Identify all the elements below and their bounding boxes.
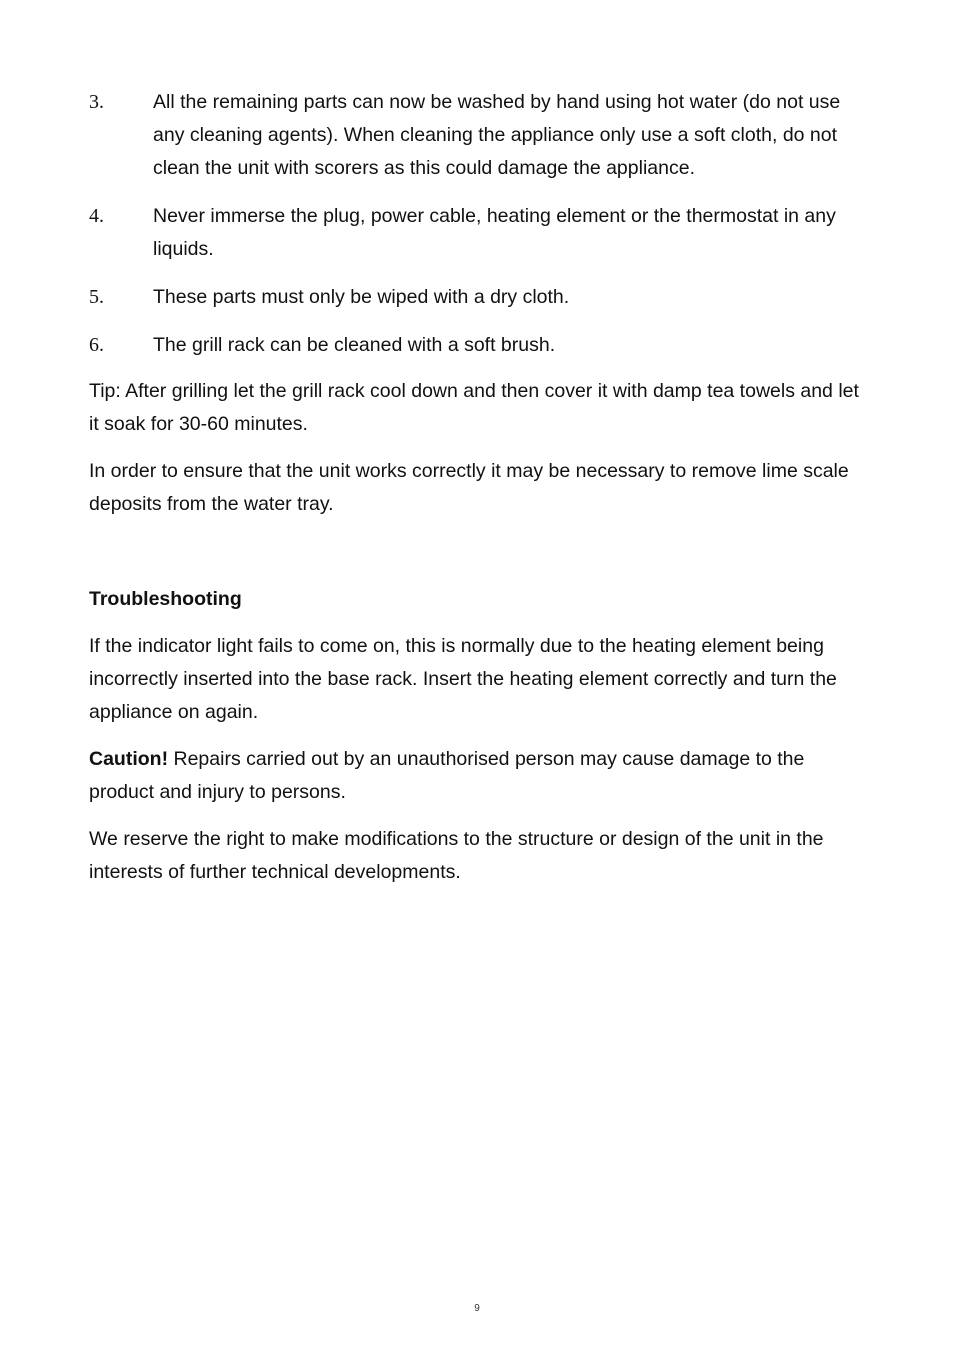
page-number: 9 (474, 1303, 480, 1314)
limescale-paragraph: In order to ensure that the unit works correctly it may be necessary to remove lime scale deposits from the water tray. (89, 460, 849, 515)
tip-paragraph: Tip: After grilling let the grill rack cool down and then cover it with damp tea towels and let it soak for 30-60 minutes. (89, 380, 859, 435)
document-page (89, 86, 869, 903)
reserve-paragraph: We reserve the right to make modifications to the structure or design of the unit in the interests of further technical developments. (89, 828, 824, 883)
caution-paragraph (89, 743, 869, 809)
list-number: 4. (89, 205, 104, 227)
troubleshooting-heading: Troubleshooting (89, 588, 242, 610)
list-item-6 (89, 329, 869, 362)
list-number: 6. (89, 334, 104, 356)
list-item-4 (89, 200, 869, 266)
caution-text: Repairs carried out by an unauthorised person may cause damage to the product and injury to persons. (89, 748, 805, 803)
list-text: All the remaining parts can now be washed by hand using hot water (do not use any cleaning agents). When cleaning the appliance only use a soft cloth, do not clean the unit with scorers as this could damage the appliance. (153, 91, 841, 179)
list-text: These parts must only be wiped with a dry cloth. (153, 286, 570, 308)
caution-label: Caution! (89, 748, 169, 770)
list-item-3 (89, 86, 869, 185)
list-text: The grill rack can be cleaned with a soft brush. (153, 334, 556, 356)
list-number: 3. (89, 91, 104, 113)
indicator-paragraph: If the indicator light fails to come on, this is normally due to the heating element being incorrectly inserted into the base rack. Insert the heating element correctly and turn the appliance on again. (89, 635, 837, 723)
list-text: Never immerse the plug, power cable, heating element or the thermostat in any liquids. (153, 205, 836, 260)
list-item-5 (89, 281, 869, 314)
list-number: 5. (89, 286, 104, 308)
